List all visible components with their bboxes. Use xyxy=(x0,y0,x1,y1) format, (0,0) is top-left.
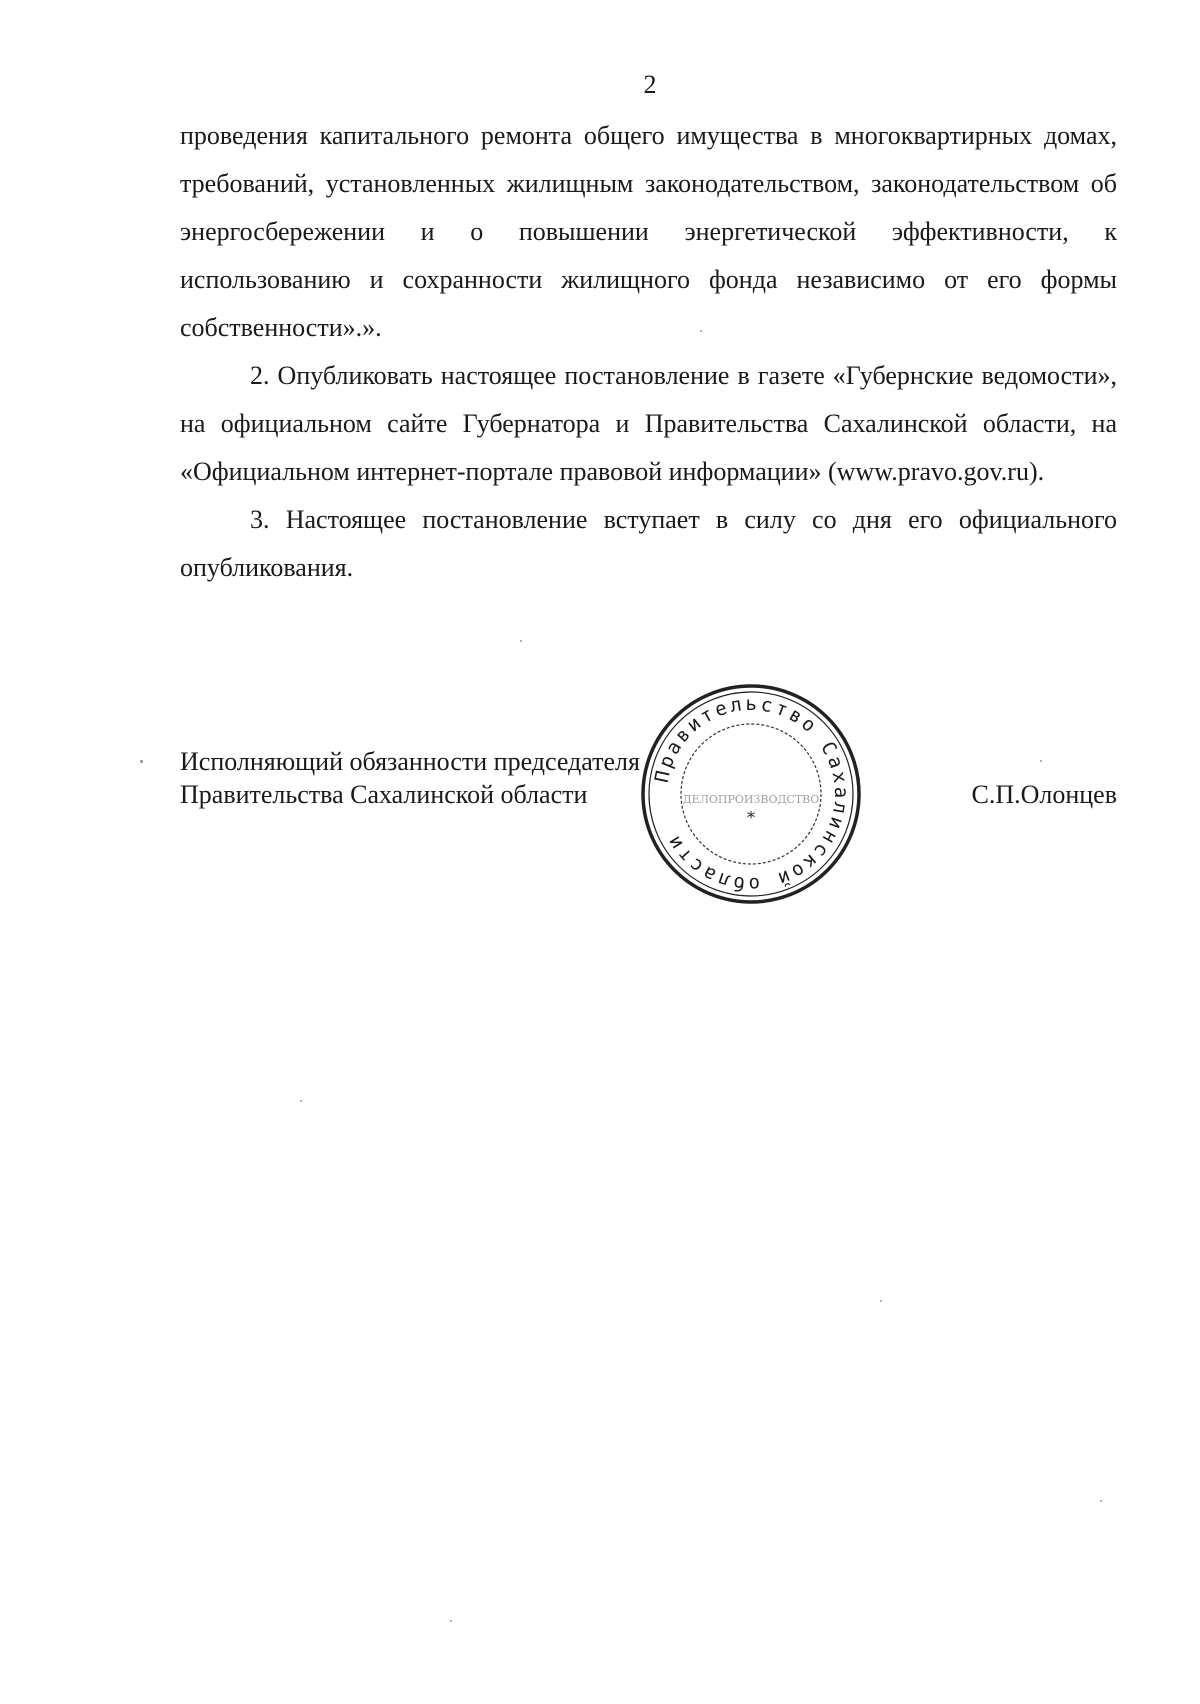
signatory-name: С.П.Олонцев xyxy=(971,780,1117,809)
scan-noise-speck xyxy=(1100,1500,1102,1502)
signatory-position-line1: Исполняющий обязанности председателя xyxy=(180,747,640,776)
seal-star: * xyxy=(747,808,755,827)
scan-noise-speck xyxy=(700,330,702,332)
scan-noise-speck xyxy=(880,1300,882,1302)
document-body xyxy=(180,112,1117,592)
paragraph-continuation: проведения капитального ремонта общего имущества в многоквартирных домах, требований, установленных жилищным законодательством, законодательством об энергосбережении и о повышении энергетической эффективности, к использованию и сохранности жилищного фонда независимо от его формы собственности».». xyxy=(180,121,1117,342)
seal-center-text: ДЕЛОПРОИЗВОДСТВО xyxy=(682,793,820,806)
scan-noise-speck xyxy=(140,760,143,763)
paragraph-effective: 3. Настоящее постановление вступает в силу со дня его официального опубликования. xyxy=(180,505,1117,582)
scan-noise-speck xyxy=(450,1620,452,1622)
page-number: 2 xyxy=(643,70,657,99)
official-seal xyxy=(640,683,862,905)
scan-noise-speck xyxy=(1040,760,1042,762)
paragraph-publish: 2. Опубликовать настоящее постановление в газете «Губернские ведомости», на официальном сайте Губернатора и Правительства Сахалинской области, на «Официальном интернет-портале правовой информации» (www.pravo.gov.ru). xyxy=(180,361,1117,486)
signatory-position xyxy=(180,745,640,811)
signatory-position-line2: Правительства Сахалинской области xyxy=(180,780,588,809)
scan-noise-speck xyxy=(300,1100,302,1102)
seal-ring-text: Правительство Сахалинской области xyxy=(650,692,853,896)
scan-noise-speck xyxy=(520,640,522,642)
